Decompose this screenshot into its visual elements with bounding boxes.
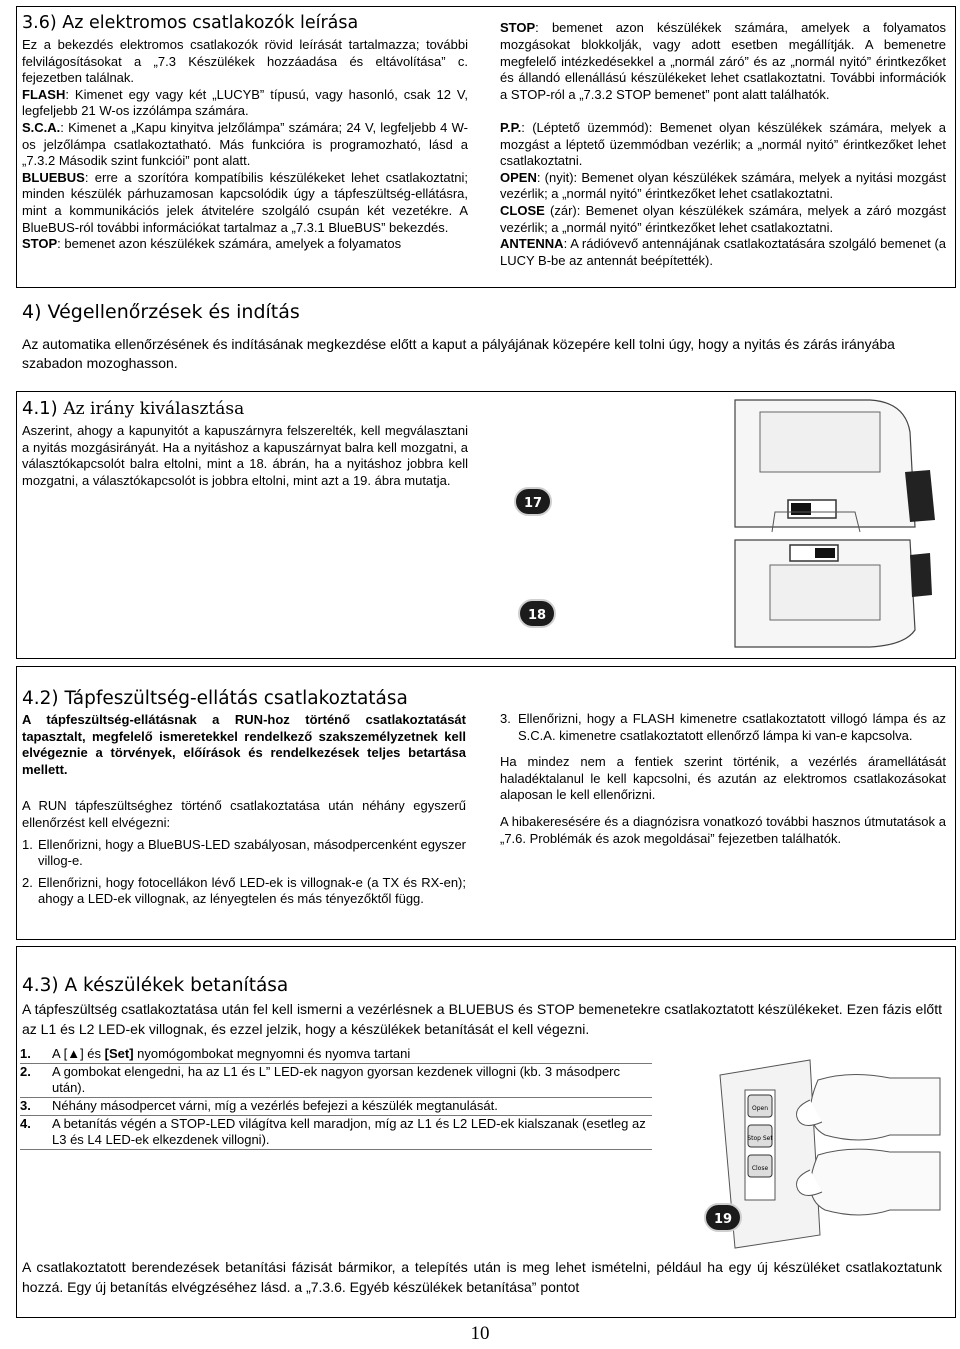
- safety-warning: A tápfeszültség-ellátásnak a RUN-hoz történő csatlakoztatását tapasztalt, megfelelő ismeretekkel rendelkező szakszemélyzetnek kell elvégeznie a törvények, előírások és rendelkezések teljes betartása mellett.: [22, 712, 466, 777]
- stop-set-button-label: Stop Set: [747, 1135, 773, 1142]
- list-item: 3. Ellenőrizni, hogy a FLASH kimenetre csatlakoztatott villogó lámpa és az S.C.A. kimenetre csatlakoztatott ellenőrző lámpa ki van-e kapcsolva.: [500, 711, 946, 743]
- intro-paragraph: Ez a bekezdés elektromos csatlakozók rövid leírását tartalmazza; további felvilágosításokat a „7.3 Készülékek hozzáadása és eltávolítása” c. fejezetben találnak.: [22, 37, 468, 86]
- section-3-6-left-column: [22, 37, 468, 254]
- fig-19-badge: 19: [704, 1203, 742, 1232]
- section-4-2-title: 4.2) Tápfeszültség-ellátás csatlakoztatása: [22, 688, 408, 709]
- open-button-label: Open: [751, 1105, 769, 1112]
- close-button-label: Close: [751, 1165, 769, 1172]
- table-row: 1. A [▲] és [Set] nyomógombokat megnyomni és nyomva tartani: [20, 1046, 652, 1064]
- stop-paragraph: STOP: bemenet azon készülékek számára, amelyek a folyamatos mozgásokat blokkolják, vagy adott esetben megállítják. A bemenetre megfelelő intézkedésekkel a „normál záró” és az „normál nyitó” érintkezőket és állandó ellenállású készülékeket lehet csatlakoztatni. További információk a STOP-ról a „7.3.2 STOP bemenet” pont alatt találhatók.: [500, 20, 946, 102]
- section-4-2-left-column: [22, 712, 466, 908]
- section-4-2-right-column: [500, 711, 946, 847]
- section-4-1-title: 4.1) Az irány kiválasztása: [22, 398, 245, 419]
- section-4-title: 4) Végellenőrzések és indítás: [22, 301, 300, 323]
- learning-steps-table: [20, 1046, 652, 1150]
- fig-18-badge: 18: [518, 599, 556, 628]
- checks-list-left: [22, 837, 466, 908]
- fig-17-badge: 17: [514, 487, 552, 516]
- section-4-3-after: A csatlakoztatott berendezések betanítási fázisát bármikor, a telepítés után is meg lehet ismételni, például ha egy új készüléket csatlakoztatunk hozzá. Egy új betanítás elvégzéséhez lásd. a „7.3.6. Egyéb készülékek betanítása” pontot: [22, 1259, 942, 1295]
- pp-paragraph: P.P.: (Léptető üzemmód): Bemenet olyan készülékek számára, melyek a mozgást a léptető üzemmódban vezérlik; a „normál nyitó” érintkezőket lehet csatlakoztatni.: [500, 120, 946, 169]
- failure-paragraph: Ha mindez nem a fentiek szerint történik, a vezérlés áramellátását haladéktalanul le kell kapcsolni, és azután az elektromos csatlakozásokat alaposan le kell ellenőrizni.: [500, 754, 946, 803]
- section-3-6-title: 3.6) Az elektromos csatlakozók leírása: [22, 13, 359, 33]
- stop-paragraph-start: STOP: bemenet azon készülékek számára, amelyek a folyamatos: [22, 236, 402, 252]
- list-item: 1. Ellenőrizni, hogy a BlueBUS-LED szabályosan, másodpercenként egyszer villog-e.: [22, 836, 466, 869]
- sca-paragraph: S.C.A.: Kimenet a „Kapu kinyitva jelzőlámpa” számára; 24 V, legfeljebb 4 W-os jelzőlámpa csatlakoztatható. Más funkcióra is programozható, lásd a „7.3.2 Második szint funkciói” pont alatt.: [22, 119, 468, 169]
- section-3-6-right-column: [500, 20, 946, 269]
- section-4-3-intro: A tápfeszültség csatlakoztatása után fel kell ismerni a vezérlésnek a BLUEBUS és STOP bemenetekre csatlakoztatott készülékeket. Ezen fázis előtt az L1 és L2 LED-ek villognak, és ezzel jelzik, hogy a készülékek betanítását el kell végezni.: [22, 1001, 942, 1037]
- checks-intro: A RUN tápfeszültséghez történő csatlakoztatása után néhány egyszerű ellenőrzést kell elvégezni:: [22, 798, 466, 830]
- flash-paragraph: FLASH: Kimenet egy vagy két „LUCYB” típusú, vagy hasonló, csak 12 V, legfeljebb 21 W-os izzólámpa számára.: [22, 86, 468, 119]
- section-4-text: Az automatika ellenőrzésének és indításának megkezdése előtt a kaput a pályájának közepére kell tolni úgy, hogy a nyitás és zárás irányába szabadon mozoghasson.: [22, 336, 895, 371]
- list-item: 2. Ellenőrizni, hogy fotocellákon lévő LED-ek is villognak-e (a TX és RX-en); ahogy a LED-ek villognak, az lényegtelen és más tényezőktől függ.: [22, 874, 466, 907]
- close-paragraph: CLOSE (zár): Bemenet olyan készülékek számára, melyek a záró mozgást vezérlik; a „normál nyitó” érintkezőket lehet csatlakoztatni.: [500, 202, 946, 235]
- checks-list-right: [500, 711, 946, 744]
- fig-18-illustration: [510, 535, 950, 655]
- table-row: 4. A betanítás végén a STOP-LED világítva kell maradjon, míg az L1 és L2 LED-ek kialszanak (esetleg az L3 és L4 LED-ek elkezdenek villogni).: [20, 1116, 652, 1150]
- antenna-paragraph: ANTENNA: A rádióvevő antennájának csatlakoztatására szolgáló bemenet (a LUCY B-be az antennát beépítették).: [500, 236, 946, 268]
- table-row: 3. Néhány másodpercet várni, míg a vezérlés befejezi a készülék megtanulását.: [20, 1098, 652, 1116]
- open-paragraph: OPEN: (nyit): Bemenet olyan készülékek számára, melyek a nyitási mozgást vezérlik; a „normál nyitó” érintkezőket lehet csatlakoztatni.: [500, 169, 946, 202]
- page-number: 10: [470, 1323, 490, 1344]
- fig-17-illustration: [510, 392, 950, 532]
- up-arrow-icon: ▲: [67, 1046, 81, 1061]
- troubleshooting-paragraph: A hibakeresésére és a diagnózisra vonatkozó további hasznos útmutatások a „7.6. Problémák és azok megoldásai” fejezetben találhatók.: [500, 813, 946, 846]
- section-4-3-title: 4.3) A készülékek betanítása: [22, 975, 289, 996]
- section-4-1-text: Aszerint, ahogy a kapunyitót a kapuszárnyra felszerelték, kell megválasztani a nyitás mozgásirányát. Ha a nyitáshoz a kapuszárnyat balra kell mozgatni, a választókapcsolót balra eltolni, mint a 18. ábrán, ha a nyitáshoz jobbra kell mozgatni, a választókapcsolót is jobbra eltolni, mint azt a 19. ábra mutatja.: [22, 423, 468, 488]
- bluebus-paragraph: BLUEBUS: erre a szorítóra kompatíbilis készülékeket lehet csatlakoztatni; minden készülék párhuzamosan kapcsolódik úgy a tápfeszültség-ellátásra, mint a kommunikációs jelek átvitelére szolgáló csupán két vezetékre. A BlueBUS-ról további információkat tartalmaz a „7.3.1 BlueBUS” bekezdés.: [22, 169, 468, 235]
- table-row: 2. A gombokat elengedni, ha az L1 és L” LED-ek nagyon gyorsan kezdenek villogni (kb. 3 másodperc után).: [20, 1064, 652, 1098]
